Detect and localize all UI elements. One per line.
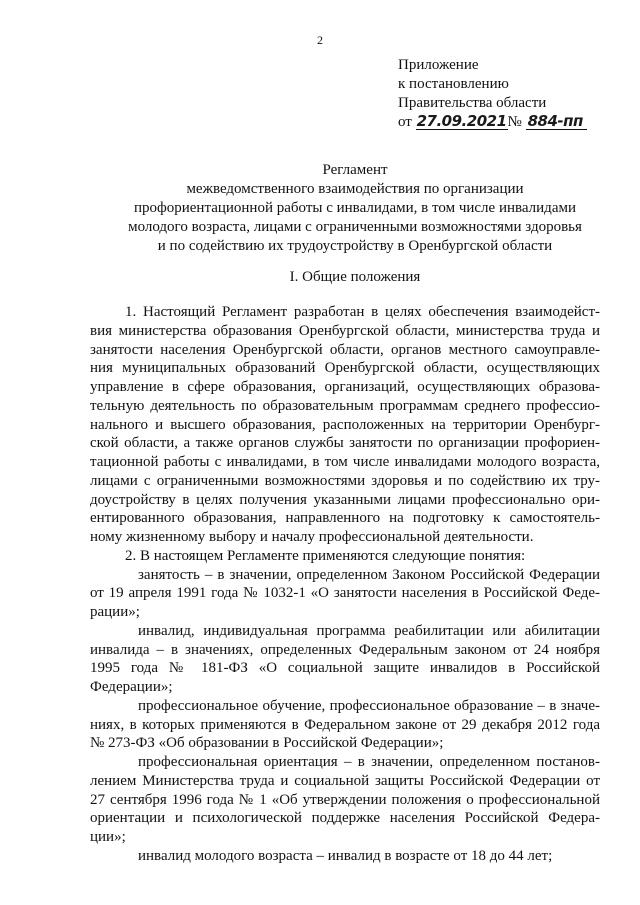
body-line: лицами с ограниченными возможностями здоровья и по содействию их тру-: [90, 472, 600, 489]
body-line: 1995 года № 181-ФЗ «О социальной защите инвалидов в Российской: [90, 660, 600, 677]
document-title: [90, 161, 620, 256]
body-line: ции»;: [90, 829, 126, 845]
title-line-1: Регламент: [322, 162, 388, 178]
page-number: 2: [317, 33, 323, 47]
body-line: 2. В настоящем Регламенте применяются следующие понятия:: [125, 547, 526, 564]
title-line-5: и по содействию их трудоустройству в Оренбургской области: [157, 238, 553, 254]
body-line: доустройству в целях получения указанными лицами профессионально ори-: [90, 491, 600, 508]
body-line: лением Министерства труда и социальной защиты Российской Федерации от: [90, 772, 600, 789]
title-line-4: молодого возраста, лицами с ограниченными возможностями здоровья: [128, 219, 582, 235]
appendix-line-2: к постановлению: [398, 76, 509, 92]
body-line: Федерации»;: [90, 679, 173, 695]
appendix-from-label: от: [398, 114, 412, 130]
appendix-date-row: [398, 113, 587, 132]
body-line: ской области, а также органов службы занятости по организации профориен-: [90, 435, 600, 452]
appendix-line-1: Приложение: [398, 57, 479, 73]
body-line: ентированного образования, направленного на подготовку к самостоятель-: [90, 510, 600, 527]
body-line: тационной работы с инвалидами, в том числе инвалидами молодого возраста,: [90, 454, 600, 470]
body-line: № 273-ФЗ «Об образовании в Российской Федерации»;: [90, 735, 444, 752]
body-line: от 19 апреля 1991 года № 1032-1 «О занятости населения в Российской Феде-: [90, 585, 600, 602]
body-line: занятости населения Оренбургской области, органов местного самоуправле-: [90, 341, 600, 358]
body-line: инвалида – в значениях, определенных Федеральным законом от 24 ноября: [90, 641, 600, 658]
body-line: рации»;: [90, 604, 140, 620]
body-line: 27 сентября 1996 года № 1 «Об утверждении положения о профессиональной: [90, 791, 600, 808]
body-line: инвалид, индивидуальная программа реабилитации или абилитации: [138, 622, 600, 639]
body-line: ниях, в которых применяются в Федеральном законе от 29 декабря 2012 года: [90, 716, 600, 733]
title-line-2: межведомственного взаимодействия по организации: [186, 181, 524, 197]
body-line: ному жизненному выбору и началу профессиональной деятельности.: [90, 529, 534, 545]
appendix-block: [398, 56, 587, 132]
body-line: тельную деятельность по образовательным программам среднего профессио-: [90, 397, 600, 414]
title-line-3: профориентационной работы с инвалидами, в том числе инвалидами: [134, 200, 576, 216]
body-line: занятость – в значении, определенном Законом Российской Федерации: [138, 566, 600, 583]
body-line: профессиональное обучение, профессиональное образование – в значе-: [138, 697, 600, 714]
body-line: 1. Настоящий Регламент разработан в целях обеспечения взаимодейст-: [125, 304, 600, 320]
appendix-line-3: Правительства области: [398, 95, 547, 111]
appendix-number: 884-пп: [526, 113, 587, 130]
body-line: вия министерства образования Оренбургской области, министерства труда и: [90, 322, 600, 339]
body-text: [90, 303, 600, 866]
appendix-date: 27.09.2021: [416, 112, 507, 130]
appendix-number-sign: №: [507, 114, 522, 130]
body-line: ния муниципальных образований Оренбургской области, осуществляющих: [90, 360, 600, 377]
body-line: нального и высшего образования, расположенных на территории Оренбург-: [90, 416, 600, 433]
body-line: управление в сфере образования, организаций, осуществляющих образова-: [90, 379, 600, 395]
body-line: инвалид молодого возраста – инвалид в возрасте от 18 до 44 лет;: [138, 847, 553, 864]
section-heading: I. Общие положения: [289, 269, 421, 285]
body-line: профессиональная ориентация – в значении, определенном постанов-: [138, 754, 600, 770]
body-line: ориентации и психологической поддержке населения Российской Федера-: [90, 810, 600, 827]
